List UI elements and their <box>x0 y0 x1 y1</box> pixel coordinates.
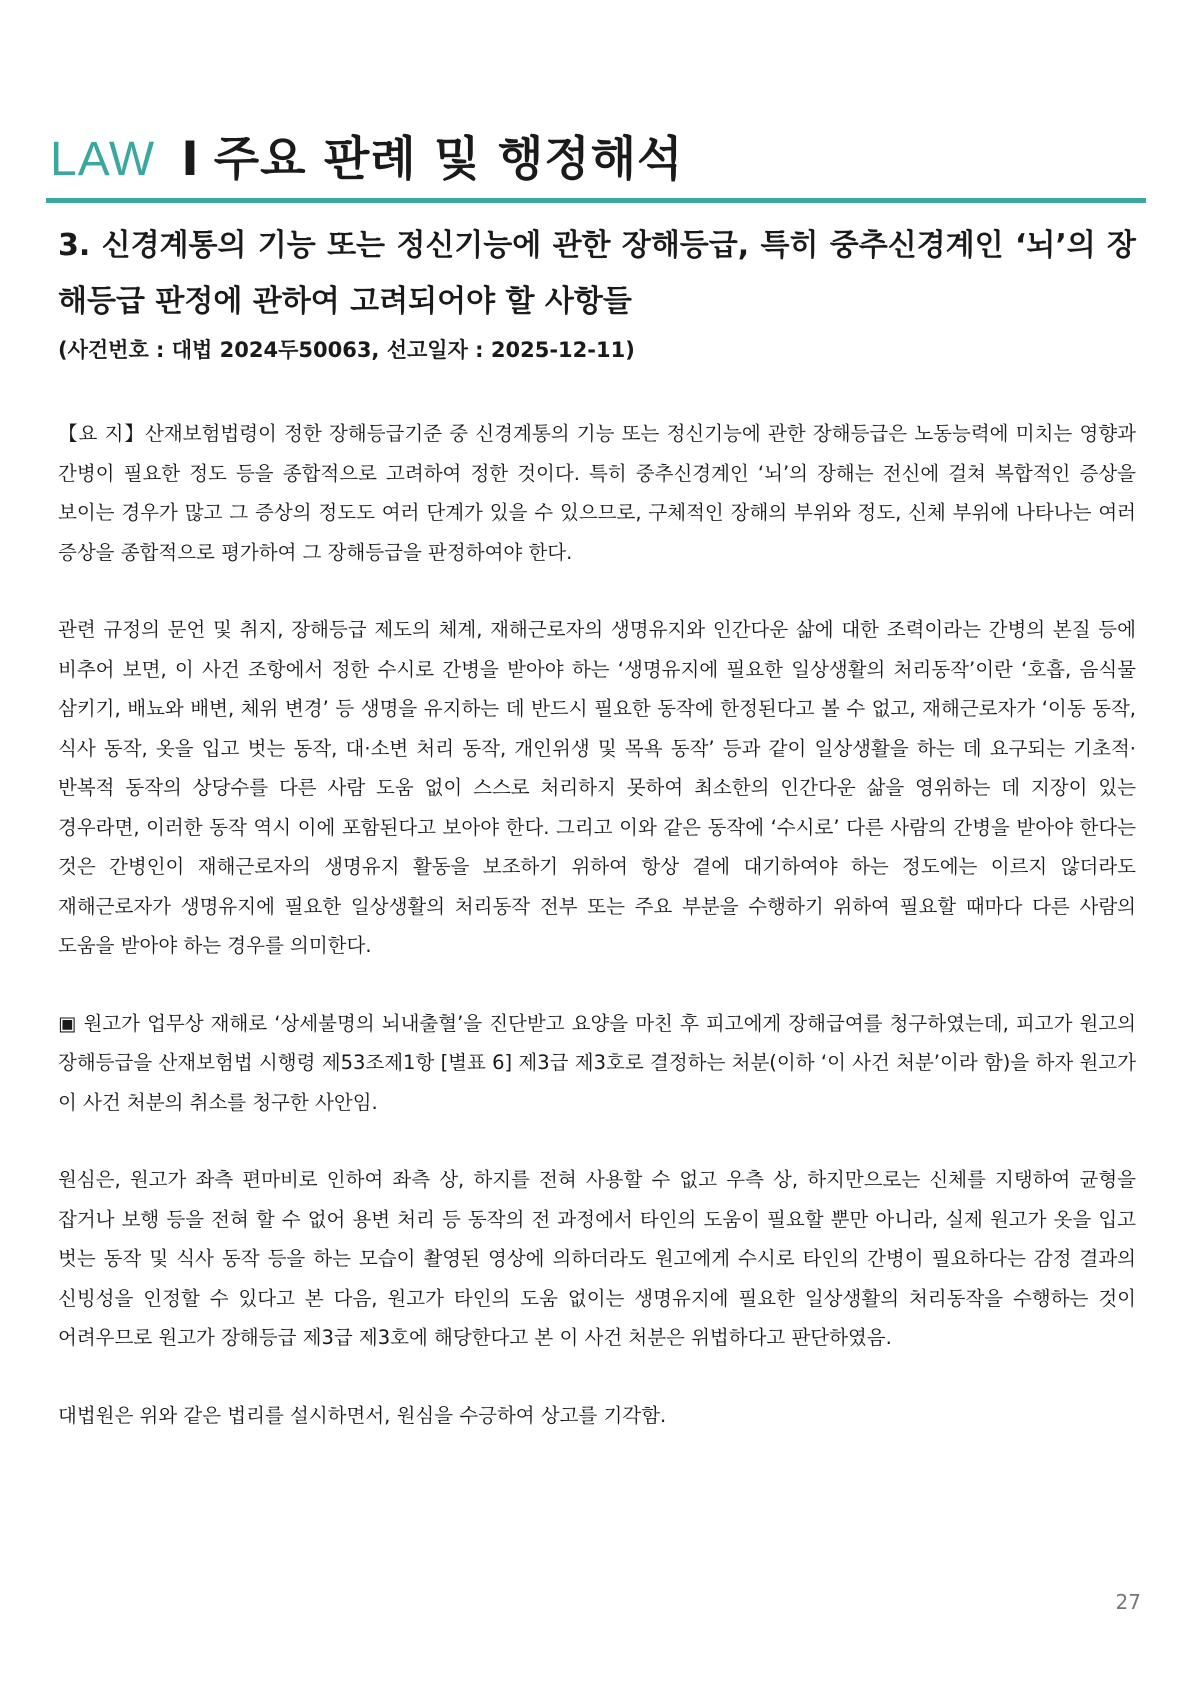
case-body <box>58 414 1136 1473</box>
section-label: LAW <box>50 133 156 186</box>
page-header <box>50 130 1140 190</box>
header-title <box>50 130 1140 190</box>
header-separator: I <box>181 132 200 187</box>
legal-principle-paragraph: 관련 규정의 문언 및 취지, 장해등급 제도의 체계, 재해근로자의 생명유지와 인간다운 삶에 대한 조력이라는 간병의 본질 등에 비추어 보면, 이 사건 조항에서 정한 수시로 간병을 받아야 하는 ‘생명유지에 필요한 일상생활의 처리동작’이란 ‘호흡, 음식물 삼키기, 배뇨와 배변, 체위 변경’ 등 생명을 유지하는 데 반드시 필요한 동작에 한정된다고 볼 수 없고, 재해근로자가 ‘이동 동작, 식사 동작, 옷을 입고 벗는 동작, 대·소변 처리 동작, 개인위생 및 목욕 동작’ 등과 같이 일상생활을 하는 데 요구되는 기초적·반복적 동작의 상당수를 다른 사람 도움 없이 스스로 처리하지 못하여 최소한의 인간다운 삶을 영위하는 데 지장이 있는 경우라면, 이러한 동작 역시 이에 포함된다고 보아야 한다. 그리고 이와 같은 동작에 ‘수시로’ 다른 사람의 간병을 받아야 한다는 것은 간병인이 재해근로자의 생명유지 활동을 보조하기 위하여 항상 곁에 대기하여야 하는 정도에는 이르지 않더라도 재해근로자가 생명유지에 필요한 일상생활의 처리동작 전부 또는 주요 부분을 수행하기 위하여 필요할 때마다 다른 사람의 도움을 받아야 하는 경우를 의미한다. <box>58 618 1136 957</box>
lower-court-paragraph: 원심은, 원고가 좌측 편마비로 인하여 좌측 상, 하지를 전혀 사용할 수 없고 우측 상, 하지만으로는 신체를 지탱하여 균형을 잡거나 보행 등을 전혀 할 수 없어 용변 처리 등 동작의 전 과정에서 타인의 도움이 필요할 뿐만 아니라, 실제 원고가 옷을 입고 벗는 동작 및 식사 동작 등을 하는 모습이 촬영된 영상에 의하더라도 원고에게 수시로 타인의 간병이 필요하다는 감정 결과의 신빙성을 인정할 수 있다고 본 다음, 원고가 타인의 도움 없이는 생명유지에 필요한 일상생활의 처리동작을 수행하는 것이 어려우므로 원고가 장해등급 제3급 제3호에 해당한다고 본 이 사건 처분은 위법하다고 판단하였음. <box>58 1168 1136 1349</box>
case-facts-paragraph: ▣ 원고가 업무상 재해로 ‘상세불명의 뇌내출혈’을 진단받고 요양을 마친 후 피고에게 장해급여를 청구하였는데, 피고가 원고의 장해등급을 산재보험법 시행령 제53조제1항 [별표 6] 제3급 제3호로 결정하는 처분(이하 ‘이 사건 처분’이라 함)을 하자 원고가 이 사건 처분의 취소를 청구한 사안임. <box>58 1011 1136 1114</box>
case-title: 3. 신경계통의 기능 또는 정신기능에 관한 장해등급, 특히 중추신경계인 ‘뇌’의 장해등급 판정에 관하여 고려되어야 할 사항들 <box>58 228 1136 319</box>
header-text: 주요 판례 및 행정해석 <box>213 132 684 187</box>
case-number: (사건번호 : 대법 2024두50063, 선고일자 : 2025-12-11) <box>58 338 635 362</box>
supreme-court-paragraph: 대법원은 위와 같은 법리를 설시하면서, 원심을 수긍하여 상고를 기각함. <box>58 1403 667 1427</box>
summary-paragraph: 【요 지】산재보험법령이 정한 장해등급기준 중 신경계통의 기능 또는 정신기능에 관한 장해등급은 노동능력에 미치는 영향과 간병이 필요한 정도 등을 종합적으로 고려하여 정한 것이다. 특히 중추신경계인 ‘뇌’의 장해는 전신에 걸쳐 복합적인 증상을 보이는 경우가 많고 그 증상의 정도도 여러 단계가 있을 수 있으므로, 구체적인 장해의 부위와 정도, 신체 부위에 나타나는 여러 증상을 종합적으로 평가하여 그 장해등급을 판정하여야 한다. <box>58 422 1136 564</box>
page-number: 27 <box>1115 1590 1141 1614</box>
header-rule <box>46 198 1146 203</box>
